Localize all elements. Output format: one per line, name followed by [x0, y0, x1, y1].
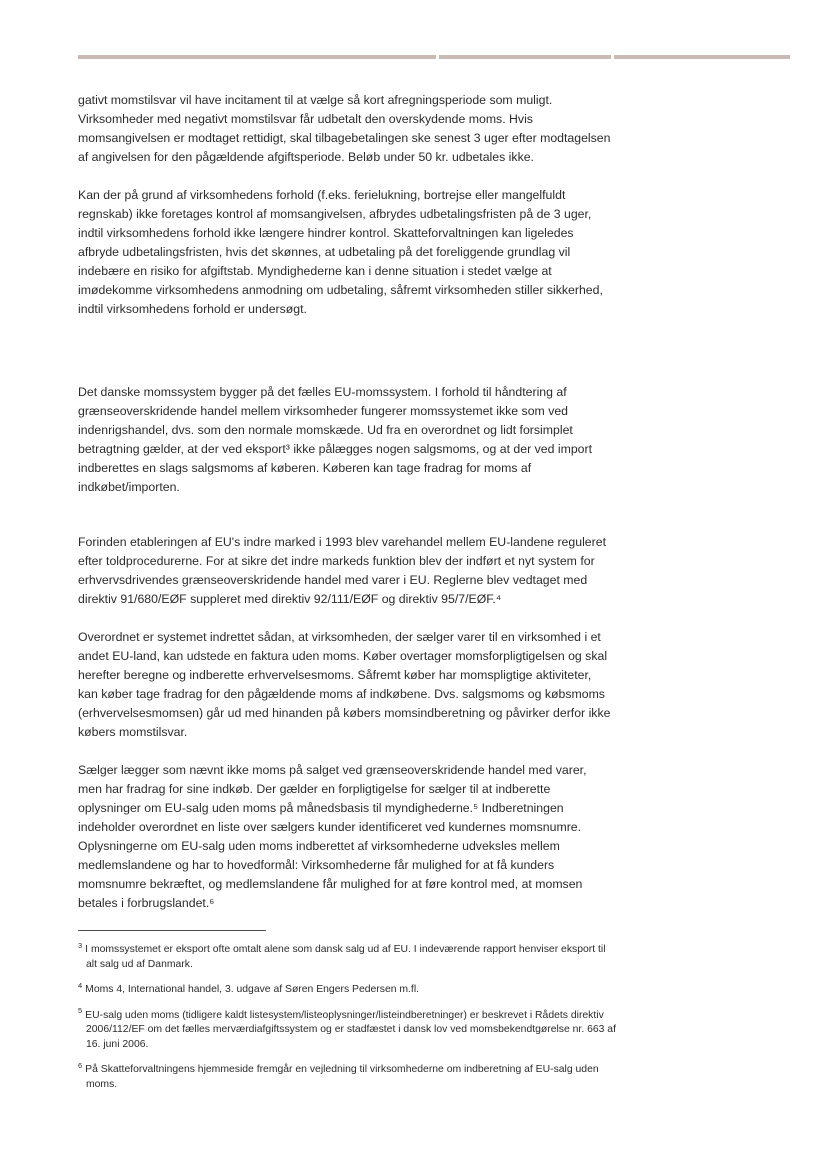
paragraph: Sælger lægger som nævnt ikke moms på salget ved grænseoverskridende handel med varer, men har fradrag for sine indkøb. Der gælder en forpligtigelse for sælger til at indberette oplysninger om EU-salg uden moms på månedsbasis til myndighederne.⁵ Indberetningen indeholder overordnet en liste over sælgers kunder identificeret ved kundernes momsnumre. Oplysningerne om EU-salg uden moms indberettet af virksomhederne udveksles mellem medlemslandene og har to hovedformål: Virksomhederne får mulighed for at få kunders momsnumre bekræftet, og medlemslandene får mulighed for at føre kontrol med, at momsen betales i forbrugslandet.⁶	[78, 763, 587, 910]
footnote	[78, 1060, 618, 1092]
footnote-marker: 3	[78, 940, 83, 950]
paragraph: Overordnet er systemet indrettet sådan, at virksomheden, der sælger varer til en virksomhed i et andet EU-land, kan udstede en faktura uden moms. Køber overtager momsforpligtigelsen og skal herefter beregne og indberette erhvervelsesmoms. Såfremt køber har momspligtige aktiviteter, kan køber tage fradrag for den pågældende moms af indkøbene. Dvs. salgsmoms og købsmoms (erhvervelsesmomsen) går ud med hinanden på købers momsindberetning og påvirker derfor ikke købers momstilsvar.	[78, 630, 611, 739]
footnotes-section	[78, 930, 618, 1103]
footnote-marker: 5	[78, 1006, 83, 1016]
footnote-text: I momssystemet er eksport ofte omtalt alene som dansk salg ud af EU. I indeværende rapport henviser eksport til alt salg ud af Danmark.	[85, 944, 606, 970]
footnote-separator	[78, 930, 266, 931]
header-rule-segment	[78, 55, 436, 59]
paragraph: gativt momstilsvar vil have incitament til at vælge så kort afregningsperiode som muligt. Virksomheder med negativt momstilsvar får udbetalt den overskydende moms. Hvis momsangivelsen er modtaget rettidigt, skal tilbagebetalingen ske senest 3 uger efter modtagelsen af angivelsen for den pågældende afgiftsperiode. Beløb under 50 kr. udbetales ikke.	[78, 93, 611, 164]
footnote	[78, 1006, 618, 1053]
paragraph: Det danske momssystem bygger på det fælles EU-momssystem. I forhold til håndtering af grænseoverskridende handel mellem virksomheder fungerer momssystemet ikke som ved indenrigshandel, dvs. som den normale momskæde. Ud fra en overordnet og lidt forsimplet betragtning gælder, at der ved eksport³ ikke pålægges nogen salgsmoms, og at der ved import indberettes en slags salgsmoms af køberen. Køberen kan tage fradrag for moms af indkøbet/importen.	[78, 385, 593, 494]
paragraph: Forinden etableringen af EU's indre marked i 1993 blev varehandel mellem EU-landene reguleret efter toldprocedurerne. For at sikre det indre markeds funktion blev der indført et nyt system for erhvervsdrivendes grænseoverskridende handel med varer i EU. Reglerne blev vedtaget med direktiv 91/680/EØF suppleret med direktiv 92/111/EØF og direktiv 95/7/EØF.⁴	[78, 535, 606, 606]
footnote-text: EU-salg uden moms (tidligere kaldt listesystem/listeoplysninger/listeindberetninger) er beskrevet i Rådets direktiv 2006/112/EF om det fælles merværdiafgiftssystem og er stadfæstet i dansk lov ved momsbekendtgørelse nr. 663 af 16. juni 2006.	[85, 1009, 616, 1050]
header-rule	[78, 55, 790, 59]
header-rule-segment	[614, 55, 790, 59]
body-text-column	[78, 91, 612, 932]
footnote	[78, 980, 618, 998]
header-rule-segment	[439, 55, 611, 59]
footnote-marker: 4	[78, 980, 83, 990]
footnote	[78, 940, 618, 972]
paragraph: Kan der på grund af virksomhedens forhold (f.eks. ferielukning, bortrejse eller mangelfuldt regnskab) ikke foretages kontrol af momsangivelsen, afbrydes udbetalingsfristen på de 3 uger, indtil virksomhedens forhold ikke længere hindrer kontrol. Skatteforvaltningen kan ligeledes afbryde udbetalingsfristen, hvis det skønnes, at udbetaling på det foreliggende grundlag vil indebære en risiko for afgiftstab. Myndighederne kan i denne situation i stedet vælge at imødekomme virksomhedens anmodning om udbetaling, såfremt virksomheden stiller sikkerhed, indtil virksomhedens forhold er undersøgt.	[78, 188, 603, 316]
footnote-text: På Skatteforvaltningens hjemmeside fremgår en vejledning til virksomhederne om indberetning af EU-salg uden moms.	[85, 1064, 599, 1090]
footnote-text: Moms 4, International handel, 3. udgave af Søren Engers Pedersen m.fl.	[85, 984, 420, 995]
footnote-marker: 6	[78, 1060, 83, 1070]
